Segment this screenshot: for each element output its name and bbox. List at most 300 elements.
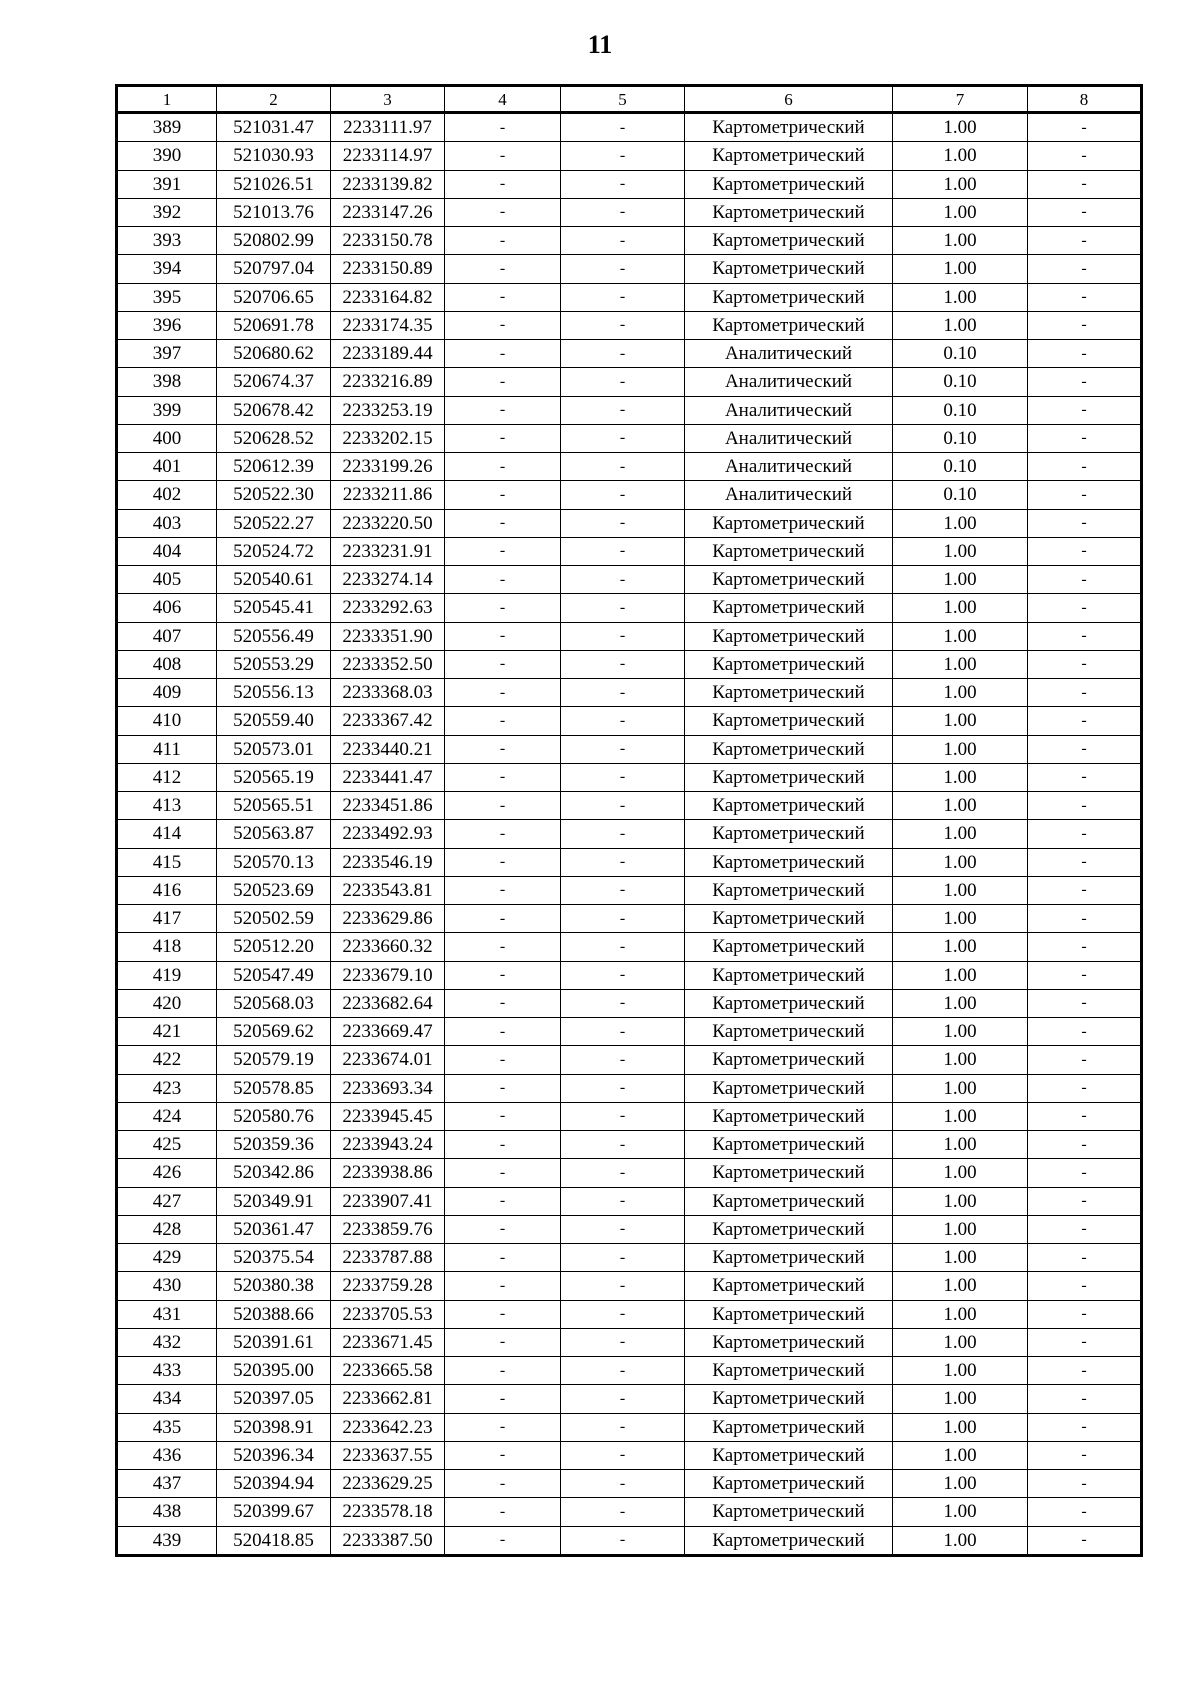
table-cell-col-4: -: [445, 1413, 561, 1441]
table-cell-col-4: -: [445, 1102, 561, 1130]
table-cell-col-3: 2233220.50: [331, 509, 445, 537]
table-cell-col-5: -: [561, 283, 685, 311]
table-cell-col-2: 520802.99: [217, 227, 331, 255]
table-cell-col-8: -: [1028, 255, 1142, 283]
table-cell-col-6: Аналитический: [685, 453, 893, 481]
table-cell-col-3: 2233164.82: [331, 283, 445, 311]
table-cell-col-2: 520553.29: [217, 650, 331, 678]
table-cell-col-2: 520545.41: [217, 594, 331, 622]
table-cell-col-4: -: [445, 961, 561, 989]
table-cell-col-8: -: [1028, 650, 1142, 678]
table-cell-col-3: 2233189.44: [331, 340, 445, 368]
table-cell-col-3: 2233682.64: [331, 989, 445, 1017]
table-cell-col-7: 1.00: [893, 311, 1028, 339]
table-cell-col-5: -: [561, 735, 685, 763]
table-cell-col-1: 400: [117, 424, 217, 452]
table-cell-col-6: Картометрический: [685, 1272, 893, 1300]
table-cell-col-8: -: [1028, 113, 1142, 142]
table-cell-col-4: -: [445, 537, 561, 565]
table-cell-col-4: -: [445, 1131, 561, 1159]
table-cell-col-6: Картометрический: [685, 989, 893, 1017]
table-cell-col-6: Аналитический: [685, 368, 893, 396]
table-cell-col-5: -: [561, 820, 685, 848]
table-row: [117, 679, 1142, 707]
table-cell-col-7: 1.00: [893, 1244, 1028, 1272]
table-cell-col-1: 411: [117, 735, 217, 763]
table-row: [117, 1046, 1142, 1074]
table-cell-col-2: 520680.62: [217, 340, 331, 368]
table-row: [117, 1215, 1142, 1243]
table-cell-col-7: 1.00: [893, 989, 1028, 1017]
table-row: [117, 227, 1142, 255]
table-cell-col-5: -: [561, 1074, 685, 1102]
table-cell-col-4: -: [445, 1046, 561, 1074]
table-cell-col-8: -: [1028, 311, 1142, 339]
table-cell-col-5: -: [561, 1102, 685, 1130]
table-cell-col-4: -: [445, 933, 561, 961]
table-cell-col-6: Аналитический: [685, 340, 893, 368]
table-row: [117, 1244, 1142, 1272]
table-cell-col-6: Картометрический: [685, 622, 893, 650]
table-row: [117, 142, 1142, 170]
table-cell-col-5: -: [561, 622, 685, 650]
table-cell-col-8: -: [1028, 876, 1142, 904]
table-cell-col-1: 395: [117, 283, 217, 311]
table-cell-col-5: -: [561, 933, 685, 961]
table-cell-col-2: 520559.40: [217, 707, 331, 735]
table-cell-col-3: 2233859.76: [331, 1215, 445, 1243]
table-row: [117, 961, 1142, 989]
table-cell-col-2: 520512.20: [217, 933, 331, 961]
table-cell-col-7: 1.00: [893, 1385, 1028, 1413]
table-row: [117, 113, 1142, 142]
table-cell-col-1: 417: [117, 905, 217, 933]
table-cell-col-3: 2233367.42: [331, 707, 445, 735]
table-cell-col-6: Картометрический: [685, 113, 893, 142]
table-cell-col-5: -: [561, 848, 685, 876]
table-cell-col-1: 408: [117, 650, 217, 678]
table-cell-col-8: -: [1028, 509, 1142, 537]
table-cell-col-2: 521031.47: [217, 113, 331, 142]
table-cell-col-4: -: [445, 1357, 561, 1385]
table-cell-col-6: Картометрический: [685, 1526, 893, 1555]
table-cell-col-7: 1.00: [893, 1018, 1028, 1046]
table-cell-col-1: 419: [117, 961, 217, 989]
table-cell-col-3: 2233147.26: [331, 198, 445, 226]
table-cell-col-5: -: [561, 792, 685, 820]
column-header-6: 6: [685, 86, 893, 113]
table-cell-col-5: -: [561, 1470, 685, 1498]
table-cell-col-3: 2233705.53: [331, 1300, 445, 1328]
table-row: [117, 848, 1142, 876]
table-cell-col-7: 0.10: [893, 481, 1028, 509]
table-cell-col-6: Картометрический: [685, 198, 893, 226]
table-cell-col-8: -: [1028, 1300, 1142, 1328]
table-cell-col-4: -: [445, 848, 561, 876]
table-cell-col-3: 2233907.41: [331, 1187, 445, 1215]
coordinates-table: [115, 84, 1143, 1557]
table-cell-col-7: 1.00: [893, 848, 1028, 876]
table-cell-col-3: 2233669.47: [331, 1018, 445, 1046]
table-row: [117, 396, 1142, 424]
table-cell-col-8: -: [1028, 820, 1142, 848]
table-cell-col-3: 2233578.18: [331, 1498, 445, 1526]
table-cell-col-4: -: [445, 1272, 561, 1300]
table-cell-col-3: 2233679.10: [331, 961, 445, 989]
table-cell-col-8: -: [1028, 283, 1142, 311]
table-cell-col-8: -: [1028, 1441, 1142, 1469]
table-cell-col-4: -: [445, 566, 561, 594]
table-cell-col-8: -: [1028, 792, 1142, 820]
table-cell-col-7: 0.10: [893, 453, 1028, 481]
table-row: [117, 170, 1142, 198]
table-cell-col-4: -: [445, 1300, 561, 1328]
table-cell-col-7: 1.00: [893, 1159, 1028, 1187]
table-cell-col-6: Картометрический: [685, 594, 893, 622]
table-cell-col-2: 521013.76: [217, 198, 331, 226]
table-cell-col-1: 416: [117, 876, 217, 904]
table-cell-col-5: -: [561, 1328, 685, 1356]
table-cell-col-5: -: [561, 1018, 685, 1046]
table-cell-col-5: -: [561, 340, 685, 368]
table-cell-col-2: 520399.67: [217, 1498, 331, 1526]
table-cell-col-3: 2233199.26: [331, 453, 445, 481]
table-row: [117, 1131, 1142, 1159]
table-cell-col-6: Картометрический: [685, 1074, 893, 1102]
table-cell-col-6: Картометрический: [685, 170, 893, 198]
table-cell-col-8: -: [1028, 594, 1142, 622]
table-cell-col-8: -: [1028, 537, 1142, 565]
table-cell-col-4: -: [445, 1215, 561, 1243]
column-header-5: 5: [561, 86, 685, 113]
table-cell-col-6: Картометрический: [685, 961, 893, 989]
table-row: [117, 650, 1142, 678]
table-cell-col-6: Аналитический: [685, 424, 893, 452]
table-row: [117, 1018, 1142, 1046]
table-cell-col-2: 520678.42: [217, 396, 331, 424]
table-row: [117, 255, 1142, 283]
table-cell-col-5: -: [561, 1159, 685, 1187]
table-row: [117, 1300, 1142, 1328]
table-cell-col-3: 2233629.86: [331, 905, 445, 933]
table-cell-col-2: 520349.91: [217, 1187, 331, 1215]
table-cell-col-2: 520359.36: [217, 1131, 331, 1159]
table-cell-col-6: Картометрический: [685, 1357, 893, 1385]
table-cell-col-6: Картометрический: [685, 537, 893, 565]
table-cell-col-1: 399: [117, 396, 217, 424]
table-cell-col-6: Картометрический: [685, 142, 893, 170]
table-cell-col-3: 2233637.55: [331, 1441, 445, 1469]
table-cell-col-7: 1.00: [893, 1187, 1028, 1215]
table-cell-col-5: -: [561, 142, 685, 170]
table-cell-col-7: 1.00: [893, 142, 1028, 170]
table-cell-col-4: -: [445, 1159, 561, 1187]
table-cell-col-5: -: [561, 227, 685, 255]
table-row: [117, 876, 1142, 904]
table-cell-col-2: 520579.19: [217, 1046, 331, 1074]
table-cell-col-4: -: [445, 792, 561, 820]
table-cell-col-2: 520380.38: [217, 1272, 331, 1300]
table-cell-col-7: 1.00: [893, 1272, 1028, 1300]
column-header-4: 4: [445, 86, 561, 113]
table-cell-col-1: 405: [117, 566, 217, 594]
table-cell-col-8: -: [1028, 481, 1142, 509]
table-cell-col-8: -: [1028, 1272, 1142, 1300]
table-cell-col-5: -: [561, 1046, 685, 1074]
table-cell-col-3: 2233693.34: [331, 1074, 445, 1102]
table-cell-col-1: 398: [117, 368, 217, 396]
table-row: [117, 1159, 1142, 1187]
table-cell-col-6: Картометрический: [685, 707, 893, 735]
table-cell-col-2: 520391.61: [217, 1328, 331, 1356]
table-row: [117, 1385, 1142, 1413]
table-cell-col-7: 1.00: [893, 1102, 1028, 1130]
table-cell-col-2: 520502.59: [217, 905, 331, 933]
table-cell-col-6: Картометрический: [685, 227, 893, 255]
table-cell-col-3: 2233660.32: [331, 933, 445, 961]
table-cell-col-3: 2233943.24: [331, 1131, 445, 1159]
table-cell-col-6: Картометрический: [685, 792, 893, 820]
table-cell-col-1: 422: [117, 1046, 217, 1074]
table-cell-col-3: 2233351.90: [331, 622, 445, 650]
table-cell-col-5: -: [561, 1526, 685, 1555]
table-cell-col-7: 0.10: [893, 396, 1028, 424]
table-cell-col-4: -: [445, 340, 561, 368]
table-cell-col-6: Картометрический: [685, 1215, 893, 1243]
table-cell-col-2: 520361.47: [217, 1215, 331, 1243]
table-row: [117, 735, 1142, 763]
table-cell-col-5: -: [561, 961, 685, 989]
column-header-3: 3: [331, 86, 445, 113]
table-cell-col-8: -: [1028, 142, 1142, 170]
table-cell-col-8: -: [1028, 1385, 1142, 1413]
table-cell-col-7: 1.00: [893, 1300, 1028, 1328]
table-cell-col-5: -: [561, 396, 685, 424]
table-cell-col-2: 520568.03: [217, 989, 331, 1017]
table-cell-col-5: -: [561, 1244, 685, 1272]
table-cell-col-3: 2233202.15: [331, 424, 445, 452]
table-cell-col-8: -: [1028, 622, 1142, 650]
table-cell-col-1: 420: [117, 989, 217, 1017]
table-cell-col-8: -: [1028, 198, 1142, 226]
table-cell-col-2: 520580.76: [217, 1102, 331, 1130]
table-cell-col-6: Картометрический: [685, 1328, 893, 1356]
table-cell-col-8: -: [1028, 961, 1142, 989]
table-cell-col-2: 520522.27: [217, 509, 331, 537]
table-cell-col-6: Картометрический: [685, 1413, 893, 1441]
table-cell-col-5: -: [561, 876, 685, 904]
table-cell-col-4: -: [445, 905, 561, 933]
table-cell-col-5: -: [561, 113, 685, 142]
table-cell-col-5: -: [561, 707, 685, 735]
table-cell-col-3: 2233216.89: [331, 368, 445, 396]
table-cell-col-4: -: [445, 368, 561, 396]
table-cell-col-4: -: [445, 424, 561, 452]
table-cell-col-5: -: [561, 566, 685, 594]
table-cell-col-5: -: [561, 311, 685, 339]
table-cell-col-3: 2233114.97: [331, 142, 445, 170]
table-cell-col-6: Картометрический: [685, 1385, 893, 1413]
table-cell-col-8: -: [1028, 396, 1142, 424]
table-cell-col-4: -: [445, 509, 561, 537]
table-cell-col-5: -: [561, 650, 685, 678]
table-cell-col-7: 1.00: [893, 735, 1028, 763]
table-cell-col-3: 2233274.14: [331, 566, 445, 594]
table-cell-col-3: 2233543.81: [331, 876, 445, 904]
table-cell-col-7: 1.00: [893, 170, 1028, 198]
table-cell-col-6: Картометрический: [685, 255, 893, 283]
table-cell-col-8: -: [1028, 227, 1142, 255]
table-cell-col-2: 520570.13: [217, 848, 331, 876]
table-row: [117, 1526, 1142, 1555]
table-cell-col-8: -: [1028, 1215, 1142, 1243]
table-row: [117, 311, 1142, 339]
table-cell-col-1: 397: [117, 340, 217, 368]
table-cell-col-7: 1.00: [893, 198, 1028, 226]
table-cell-col-7: 1.00: [893, 1046, 1028, 1074]
table-cell-col-8: -: [1028, 707, 1142, 735]
table-cell-col-7: 1.00: [893, 679, 1028, 707]
table-row: [117, 989, 1142, 1017]
table-row: [117, 594, 1142, 622]
table-cell-col-2: 520573.01: [217, 735, 331, 763]
table-cell-col-7: 1.00: [893, 650, 1028, 678]
table-row: [117, 1441, 1142, 1469]
table-cell-col-3: 2233787.88: [331, 1244, 445, 1272]
table-cell-col-2: 520691.78: [217, 311, 331, 339]
table-cell-col-1: 428: [117, 1215, 217, 1243]
table-cell-col-2: 520556.49: [217, 622, 331, 650]
table-row: [117, 283, 1142, 311]
table-cell-col-4: -: [445, 679, 561, 707]
table-cell-col-5: -: [561, 1413, 685, 1441]
table-cell-col-2: 520706.65: [217, 283, 331, 311]
table-cell-col-7: 1.00: [893, 255, 1028, 283]
table-cell-col-1: 436: [117, 1441, 217, 1469]
table-cell-col-5: -: [561, 255, 685, 283]
table-cell-col-8: -: [1028, 1018, 1142, 1046]
table-cell-col-4: -: [445, 707, 561, 735]
table-row: [117, 622, 1142, 650]
table-cell-col-2: 520394.94: [217, 1470, 331, 1498]
table-cell-col-3: 2233231.91: [331, 537, 445, 565]
table-cell-col-6: Картометрический: [685, 735, 893, 763]
table-cell-col-3: 2233451.86: [331, 792, 445, 820]
table-cell-col-5: -: [561, 368, 685, 396]
table-cell-col-4: -: [445, 255, 561, 283]
table-cell-col-7: 1.00: [893, 707, 1028, 735]
table-cell-col-8: -: [1028, 1526, 1142, 1555]
table-cell-col-7: 1.00: [893, 594, 1028, 622]
table-cell-col-6: Картометрический: [685, 1470, 893, 1498]
table-header-row: [117, 86, 1142, 113]
table-cell-col-3: 2233139.82: [331, 170, 445, 198]
table-cell-col-3: 2233665.58: [331, 1357, 445, 1385]
table-cell-col-1: 409: [117, 679, 217, 707]
table-cell-col-5: -: [561, 453, 685, 481]
table-cell-col-7: 1.00: [893, 227, 1028, 255]
table-cell-col-7: 1.00: [893, 876, 1028, 904]
table-cell-col-3: 2233440.21: [331, 735, 445, 763]
table-cell-col-7: 1.00: [893, 820, 1028, 848]
table-cell-col-4: -: [445, 1385, 561, 1413]
table-cell-col-4: -: [445, 198, 561, 226]
table-cell-col-3: 2233938.86: [331, 1159, 445, 1187]
table-cell-col-8: -: [1028, 848, 1142, 876]
table-cell-col-2: 520395.00: [217, 1357, 331, 1385]
table-cell-col-3: 2233441.47: [331, 763, 445, 791]
table-row: [117, 1470, 1142, 1498]
table-cell-col-1: 407: [117, 622, 217, 650]
table-cell-col-8: -: [1028, 1498, 1142, 1526]
table-cell-col-7: 1.00: [893, 1441, 1028, 1469]
table-cell-col-1: 427: [117, 1187, 217, 1215]
table-cell-col-2: 520524.72: [217, 537, 331, 565]
table-cell-col-4: -: [445, 1526, 561, 1555]
table-cell-col-3: 2233174.35: [331, 311, 445, 339]
table-cell-col-7: 0.10: [893, 340, 1028, 368]
table-cell-col-8: -: [1028, 735, 1142, 763]
table-cell-col-4: -: [445, 1187, 561, 1215]
table-cell-col-4: -: [445, 481, 561, 509]
table-cell-col-5: -: [561, 537, 685, 565]
table-cell-col-8: -: [1028, 1413, 1142, 1441]
table-cell-col-7: 1.00: [893, 1413, 1028, 1441]
table-cell-col-7: 1.00: [893, 566, 1028, 594]
table-cell-col-5: -: [561, 424, 685, 452]
table-cell-col-8: -: [1028, 905, 1142, 933]
table-cell-col-3: 2233546.19: [331, 848, 445, 876]
page-number: 11: [587, 30, 613, 59]
table-cell-col-2: 520523.69: [217, 876, 331, 904]
table-cell-col-5: -: [561, 1131, 685, 1159]
column-header-2: 2: [217, 86, 331, 113]
table-cell-col-1: 413: [117, 792, 217, 820]
table-cell-col-6: Картометрический: [685, 1244, 893, 1272]
table-cell-col-6: Картометрический: [685, 848, 893, 876]
table-cell-col-2: 520797.04: [217, 255, 331, 283]
table-cell-col-5: -: [561, 1215, 685, 1243]
table-cell-col-4: -: [445, 453, 561, 481]
table-cell-col-2: 521026.51: [217, 170, 331, 198]
table-cell-col-4: -: [445, 142, 561, 170]
table-cell-col-8: -: [1028, 1074, 1142, 1102]
table-cell-col-5: -: [561, 763, 685, 791]
table-cell-col-3: 2233629.25: [331, 1470, 445, 1498]
table-cell-col-1: 429: [117, 1244, 217, 1272]
table-cell-col-1: 389: [117, 113, 217, 142]
table-cell-col-6: Картометрический: [685, 1187, 893, 1215]
table-cell-col-7: 1.00: [893, 905, 1028, 933]
table-cell-col-7: 1.00: [893, 1498, 1028, 1526]
table-cell-col-3: 2233352.50: [331, 650, 445, 678]
table-cell-col-7: 0.10: [893, 368, 1028, 396]
table-cell-col-2: 520375.54: [217, 1244, 331, 1272]
table-cell-col-5: -: [561, 594, 685, 622]
table-cell-col-3: 2233674.01: [331, 1046, 445, 1074]
table-cell-col-1: 404: [117, 537, 217, 565]
table-cell-col-8: -: [1028, 1131, 1142, 1159]
table-cell-col-5: -: [561, 1498, 685, 1526]
table-cell-col-4: -: [445, 650, 561, 678]
table-cell-col-3: 2233150.78: [331, 227, 445, 255]
table-row: [117, 1413, 1142, 1441]
table-cell-col-1: 401: [117, 453, 217, 481]
table-cell-col-1: 396: [117, 311, 217, 339]
table-cell-col-3: 2233492.93: [331, 820, 445, 848]
table-cell-col-7: 1.00: [893, 622, 1028, 650]
table-cell-col-1: 394: [117, 255, 217, 283]
